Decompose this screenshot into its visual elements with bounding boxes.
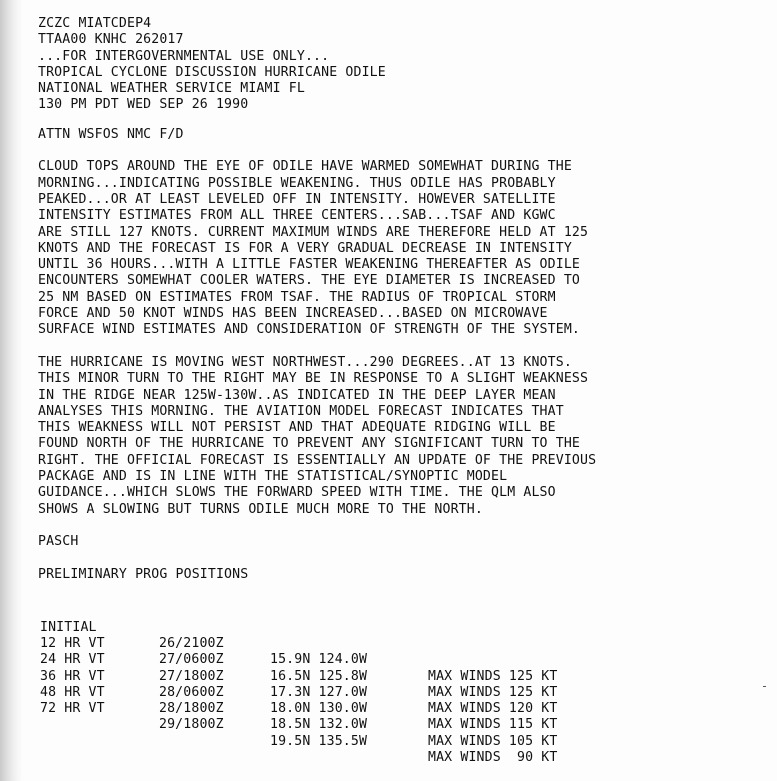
spacer <box>38 143 773 159</box>
forecast-time: 27/0600Z <box>159 652 224 668</box>
paragraph-line: SURFACE WIND ESTIMATES AND CONSIDERATION OF STRENGTH OF THE SYSTEM. <box>38 322 580 338</box>
spacer <box>38 114 773 127</box>
forecast-label: 24 HR VT <box>40 652 105 668</box>
forecast-time: 26/2100Z <box>159 635 224 651</box>
paragraph-line: ARE STILL 127 KNOTS. CURRENT MAXIMUM WINDS ARE THEREFORE HELD AT 125 <box>38 224 589 240</box>
forecast-time: 29/1800Z <box>159 717 224 733</box>
paragraph-line: GUIDANCE...WHICH SLOWS THE FORWARD SPEED WITH TIME. THE QLM ALSO <box>38 485 556 501</box>
paragraph-line: THIS MINOR TURN TO THE RIGHT MAY BE IN RESPONSE TO A SLIGHT WEAKNESS <box>38 371 589 387</box>
paragraph-line: CLOUD TOPS AROUND THE EYE OF ODILE HAVE WARMED SOMEWHAT DURING THE <box>38 159 572 175</box>
paragraph-line: IN THE RIDGE NEAR 125W-130W..AS INDICATED IN THE DEEP LAYER MEAN <box>38 387 556 403</box>
paragraph-line: RIGHT. THE OFFICIAL FORECAST IS ESSENTIALLY AN UPDATE OF THE PREVIOUS <box>38 452 597 468</box>
forecast-winds: MAX WINDS 115 KT <box>428 717 558 733</box>
forecast-winds: MAX WINDS 120 KT <box>428 701 558 717</box>
forecast-coords: 19.5N 135.5W <box>270 733 368 749</box>
paragraph-line: MORNING...INDICATING POSSIBLE WEAKENING. THUS ODILE HAS PROBABLY <box>38 175 556 191</box>
paragraph-line: PEAKED...OR AT LEAST LEVELED OFF IN INTENSITY. HOWEVER SATELLITE <box>38 191 556 207</box>
header-line: 130 PM PDT WED SEP 26 1990 <box>38 97 249 113</box>
discussion-text <box>38 16 773 766</box>
prog-positions-table <box>38 599 773 766</box>
paragraph-line: INTENSITY ESTIMATES FROM ALL THREE CENTERS...SAB...TSAF AND KGWC <box>38 208 556 224</box>
forecast-winds: MAX WINDS 125 KT <box>428 668 558 684</box>
forecast-label: 72 HR VT <box>40 701 105 717</box>
header-line: ZCZC MIATCDEP4 <box>38 16 152 31</box>
paragraph-line: THIS WEAKNESS WILL NOT PERSIST AND THAT ADEQUATE RIDGING WILL BE <box>38 420 556 436</box>
paragraph-line: 25 NM BASED ON ESTIMATES FROM TSAF. THE RADIUS OF TROPICAL STORM <box>38 289 556 305</box>
forecast-time: 27/1800Z <box>159 668 224 684</box>
paragraph-motion <box>38 355 773 518</box>
header-line: ...FOR INTERGOVERNMENTAL USE ONLY... <box>38 48 330 64</box>
spacer <box>38 339 773 355</box>
attn-line: ATTN WSFOS NMC F/D <box>38 126 184 142</box>
forecast-winds: MAX WINDS 105 KT <box>428 733 558 749</box>
forecast-coords: 16.5N 125.8W <box>270 668 368 684</box>
forecaster-signature: PASCH <box>38 534 79 550</box>
paragraph-line: ENCOUNTERS SOMEWHAT COOLER WATERS. THE EYE DIAMETER IS INCREASED TO <box>38 273 580 289</box>
spacer <box>38 551 773 567</box>
header-line: NATIONAL WEATHER SERVICE MIAMI FL <box>38 81 305 97</box>
message-header <box>38 16 773 114</box>
positions-title: PRELIMINARY PROG POSITIONS <box>38 566 249 582</box>
paragraph-line: SHOWS A SLOWING BUT TURNS ODILE MUCH MORE TO THE NORTH. <box>38 501 483 517</box>
forecast-label: INITIAL <box>40 619 97 635</box>
forecast-label: 12 HR VT <box>40 635 105 651</box>
paragraph-line: PACKAGE AND IS IN LINE WITH THE STATISTICAL/SYNOPTIC MODEL <box>38 469 508 485</box>
forecast-time: 28/1800Z <box>159 701 224 717</box>
spacer <box>38 518 773 534</box>
paragraph-line: FORCE AND 50 KNOT WINDS HAS BEEN INCREASED...BASED ON MICROWAVE <box>38 306 548 322</box>
forecast-coords: 17.3N 127.0W <box>270 684 368 700</box>
forecast-coords: 18.5N 132.0W <box>270 717 368 733</box>
header-line: TTAA00 KNHC 262017 <box>38 32 184 48</box>
header-line: TROPICAL CYCLONE DISCUSSION HURRICANE ODILE <box>38 64 386 80</box>
forecast-time: 28/0600Z <box>159 684 224 700</box>
forecast-winds: MAX WINDS 125 KT <box>428 684 558 700</box>
forecast-label: 48 HR VT <box>40 684 105 700</box>
forecast-coords: 15.9N 124.0W <box>270 652 368 668</box>
spacer <box>38 583 773 599</box>
paragraph-intensity <box>38 159 773 338</box>
paragraph-line: UNTIL 36 HOURS...WITH A LITTLE FASTER WEAKENING THEREAFTER AS ODILE <box>38 257 580 273</box>
forecast-winds: MAX WINDS 90 KT <box>428 750 558 766</box>
paragraph-line: KNOTS AND THE FORECAST IS FOR A VERY GRADUAL DECREASE IN INTENSITY <box>38 240 572 256</box>
paragraph-line: FOUND NORTH OF THE HURRICANE TO PREVENT ANY SIGNIFICANT TURN TO THE <box>38 436 580 452</box>
paragraph-line: THE HURRICANE IS MOVING WEST NORTHWEST...290 DEGREES..AT 13 KNOTS. <box>38 354 572 370</box>
forecast-coords: 18.0N 130.0W <box>270 701 368 717</box>
paragraph-line: ANALYSES THIS MORNING. THE AVIATION MODEL FORECAST INDICATES THAT <box>38 403 564 419</box>
forecast-label: 36 HR VT <box>40 668 105 684</box>
scan-edge-shadow <box>0 0 22 781</box>
